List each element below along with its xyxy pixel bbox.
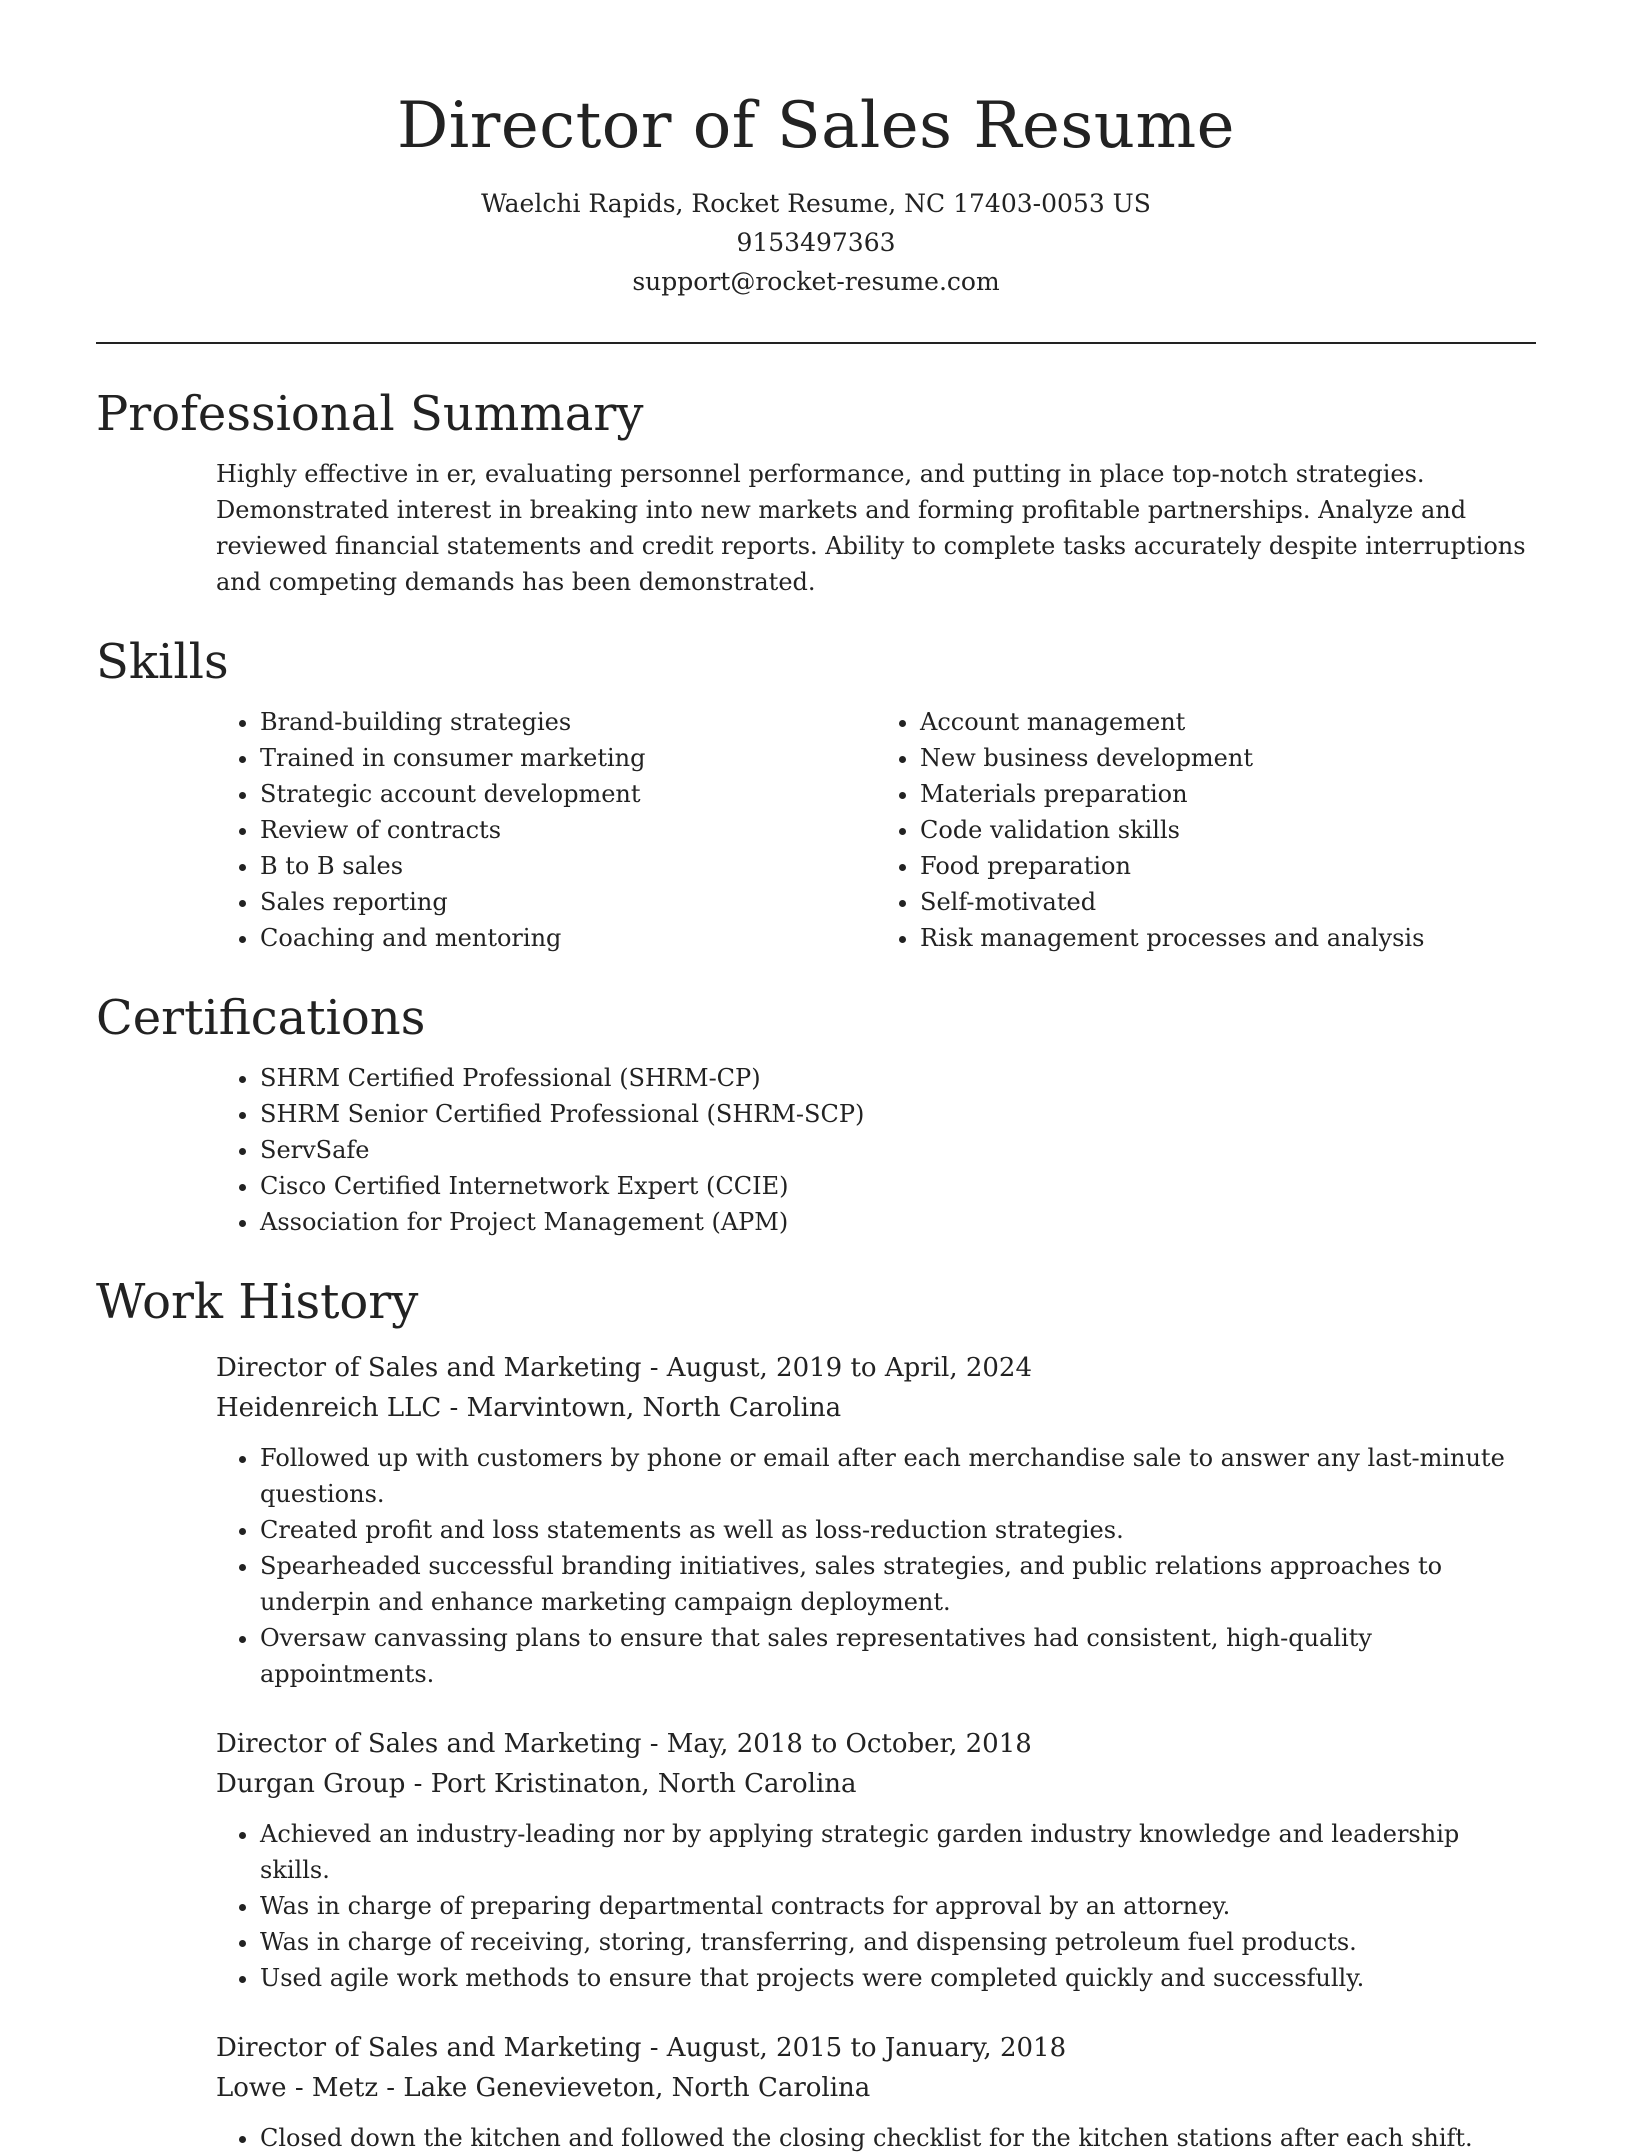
skill-item: • Code validation skills <box>920 812 1536 848</box>
skill-item: • Account management <box>920 704 1536 740</box>
work-history-heading: Work History <box>96 1274 419 1330</box>
job-bullets <box>216 2120 1536 2156</box>
job-bullet: • Closed down the kitchen and followed the closing checklist for the kitchen stations after each shift. <box>260 2120 1536 2156</box>
summary-heading: Professional Summary <box>96 386 644 442</box>
certifications-heading: Certifications <box>96 990 426 1046</box>
job-title: Director of Sales and Marketing - August, 2015 to January, 2018 <box>216 2033 1067 2063</box>
skills-grid <box>96 704 1536 956</box>
job-bullet: • Spearheaded successful branding initiatives, sales strategies, and public relations approaches to underpin and enhance marketing campaign deployment. <box>260 1548 1536 1620</box>
certifications-list <box>216 1060 1536 1240</box>
skills-left-list <box>216 704 876 956</box>
skill-item: • Sales reporting <box>260 884 876 920</box>
job-bullet: • Used agile work methods to ensure that projects were completed quickly and successfully. <box>260 1960 1536 1996</box>
certification-item: • SHRM Certified Professional (SHRM-CP) <box>260 1060 1536 1096</box>
job-bullet: • Was in charge of receiving, storing, transferring, and dispensing petroleum fuel products. <box>260 1924 1536 1960</box>
job-entry <box>96 1348 1536 1692</box>
job-bullet: • Created profit and loss statements as well as loss-reduction strategies. <box>260 1512 1536 1548</box>
job-bullets <box>216 1440 1536 1692</box>
skill-item: • New business development <box>920 740 1536 776</box>
contact-block <box>0 184 1632 301</box>
contact-phone: 9153497363 <box>736 228 896 257</box>
resume-body <box>96 380 1536 2156</box>
certification-item: • Association for Project Management (APM) <box>260 1204 1536 1240</box>
skills-right-list <box>876 704 1536 956</box>
contact-email: support@rocket-resume.com <box>632 267 1000 296</box>
skills-section <box>96 628 1536 956</box>
skill-item: • Review of contracts <box>260 812 876 848</box>
work-history-section <box>96 1268 1536 2156</box>
certifications-section <box>96 984 1536 1240</box>
skill-item: • Risk management processes and analysis <box>920 920 1536 956</box>
certification-item: • ServSafe <box>260 1132 1536 1168</box>
skill-item: • Coaching and mentoring <box>260 920 876 956</box>
skill-item: • Trained in consumer marketing <box>260 740 876 776</box>
summary-section <box>96 380 1536 600</box>
certification-item: • SHRM Senior Certified Professional (SHRM-SCP) <box>260 1096 1536 1132</box>
skills-heading: Skills <box>96 634 229 690</box>
skill-item: • B to B sales <box>260 848 876 884</box>
job-bullet: • Oversaw canvassing plans to ensure that sales representatives had consistent, high-quality appointments. <box>260 1620 1536 1692</box>
job-bullet: • Followed up with customers by phone or email after each merchandise sale to answer any last-minute questions. <box>260 1440 1536 1512</box>
skill-item: • Brand-building strategies <box>260 704 876 740</box>
job-entry <box>96 1724 1536 1996</box>
contact-address: Waelchi Rapids, Rocket Resume, NC 17403-0053 US <box>481 189 1151 218</box>
job-bullet: • Achieved an industry-leading nor by applying strategic garden industry knowledge and leadership skills. <box>260 1816 1536 1888</box>
skill-item: • Food preparation <box>920 848 1536 884</box>
summary-text: Highly effective in er, evaluating personnel performance, and putting in place top-notch strategies. Demonstrated interest in breaking into new markets and forming profitable partnerships. Analyze and reviewed financial statements and credit reports. Ability to complete tasks accurately despite interruptions and competing demands has been demonstrated. <box>216 460 1526 596</box>
certification-item: • Cisco Certified Internetwork Expert (CCIE) <box>260 1168 1536 1204</box>
job-company: Heidenreich LLC - Marvintown, North Carolina <box>216 1393 842 1423</box>
job-company: Durgan Group - Port Kristinaton, North Carolina <box>216 1769 857 1799</box>
skill-item: • Strategic account development <box>260 776 876 812</box>
job-entry <box>96 2028 1536 2156</box>
header-divider <box>96 342 1536 344</box>
job-bullet: • Was in charge of preparing departmental contracts for approval by an attorney. <box>260 1888 1536 1924</box>
job-company: Lowe - Metz - Lake Genevieveton, North Carolina <box>216 2073 871 2103</box>
job-title: Director of Sales and Marketing - August, 2019 to April, 2024 <box>216 1353 1033 1383</box>
skill-item: • Materials preparation <box>920 776 1536 812</box>
job-bullets <box>216 1816 1536 1996</box>
resume-title: Director of Sales Resume <box>396 89 1236 163</box>
skill-item: • Self-motivated <box>920 884 1536 920</box>
job-title: Director of Sales and Marketing - May, 2018 to October, 2018 <box>216 1729 1032 1759</box>
resume-header <box>0 0 1632 301</box>
